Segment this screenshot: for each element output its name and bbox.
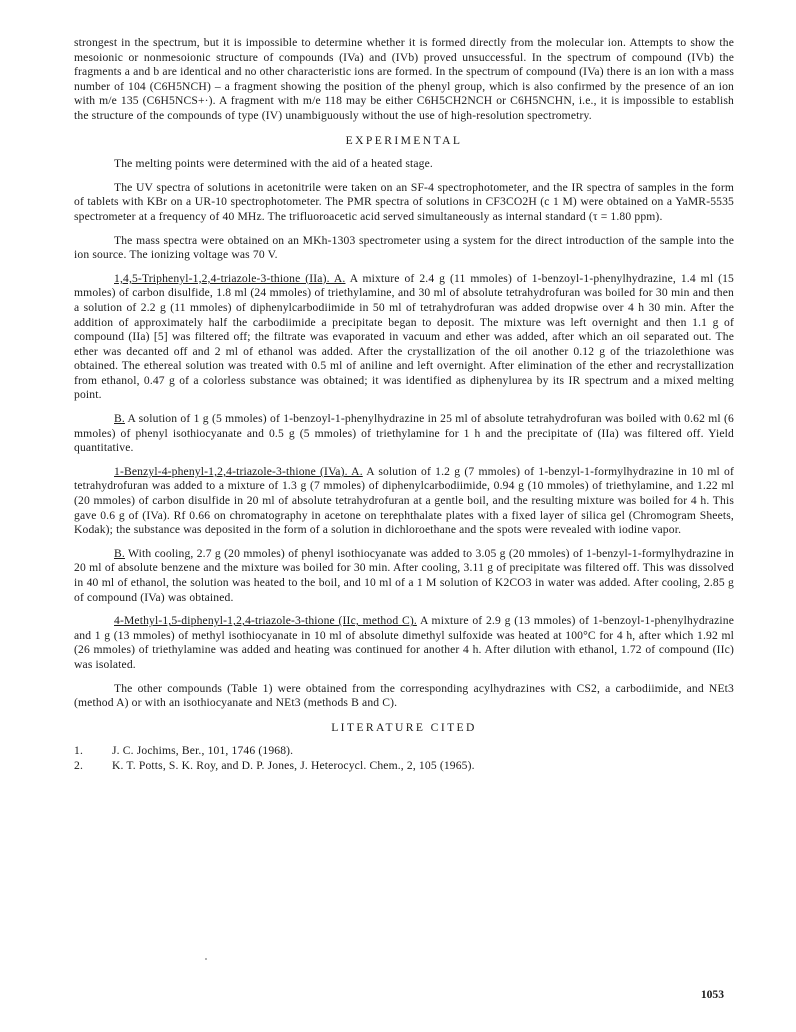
reference-list <box>74 744 734 773</box>
paragraph-compound-IIc <box>74 614 734 672</box>
paragraph-compound-IVa-method-a <box>74 465 734 538</box>
reference-item <box>74 744 734 759</box>
procedure-text: A mixture of 2.4 g (11 mmoles) of 1-benzoyl-1-phenylhydrazine, 1.4 ml (15 mmoles) of carbon disulfide, 1.8 ml (24 mmoles) of triethylamine, and 30 ml of absolute tetrahydrofuran was boiled for 30 min and then a solution of 2.2 g (11 mmoles) of diphenylcarbodiimide in 50 ml of tetrahydrofuran was added dropwise over 4 h 30 min. After the addition of approximately half the carbodiimide a precipitate began to deposit. The mixture was left overnight and then 1.1 g of compound (IIa) [5] was filtered off; the filtrate was evaporated in vacuum and ether was added, after which an oil separated out. The ether was decanted off and 2 ml of ethanol was added. After the crystallization of the oil another 0.12 g of the triazolethione was obtained. The ethereal solution was treated with 0.5 ml of aniline and left overnight. After elimination of the ether and recrystallization from ethanol, 0.47 g of a colorless substance was obtained; it was identified as diphenylurea by its IR spectrum and a mixed melting point. <box>74 271 734 402</box>
procedure-text: A solution of 1.2 g (7 mmoles) of 1-benzyl-1-formylhydrazine in 10 ml of tetrahydrofuran was added to a mixture of 1.3 g (7 mmoles) of diphenylcarbodiimide, 0.94 g (10 mmoles) of triethylamine, and 1.22 ml (20 mmoles) of carbon disulfide in 20 ml of absolute tetrahydrofuran at a gentle boil, and the resulting mixture was boiled for 4 h. This gave 0.6 g of (IVa). Rf 0.66 on chromatography in acetone on terephthalate plates with a fixed layer of silica gel (Chromogram Sheets, Kodak); the substance was deposited in the form of a solution in dichloroethane and the spots were revealed with iodine vapor. <box>74 464 734 537</box>
paragraph-compound-IIa-method-b <box>74 412 734 456</box>
reference-number: 2. <box>74 758 83 772</box>
paragraph-mass-spectra-conditions: The mass spectra were obtained on an MKh-1303 spectrometer using a system for the direct introduction of the sample into the ion source. The ionizing voltage was 70 V. <box>74 233 734 262</box>
scan-speck <box>205 958 207 960</box>
paragraph-melting-points: The melting points were determined with the aid of a heated stage. <box>114 157 433 171</box>
heading-experimental: EXPERIMENTAL <box>345 133 463 147</box>
reference-number: 1. <box>74 744 83 758</box>
paragraph-spectra-conditions: The UV spectra of solutions in acetonitrile were taken on an SF-4 spectrophotometer, and the IR spectra of samples in the form of tablets with KBr on a UR-10 spectrophotometer. The PMR spectra of solutions in CF3CO2H (c 1 M) were obtained on a YaMR-5535 spectrometer at a frequency of 40 MHz. The trifluoroacetic acid served simultaneously as internal standard (τ = 1.80 ppm). <box>74 180 734 223</box>
compound-title-IVa: 1-Benzyl-4-phenyl-1,2,4-triazole-3-thione (IVa). A. <box>114 464 363 478</box>
reference-text: J. C. Jochims, Ber., 101, 1746 (1968). <box>112 744 294 758</box>
paragraph-other-compounds: The other compounds (Table 1) were obtained from the corresponding acylhydrazines with CS2, a carbodiimide, and NEt3 (method A) or with an isothiocyanate and NEt3 (methods B and C). <box>74 681 734 710</box>
paragraph-compound-IIa-method-a <box>74 272 734 403</box>
reference-text: K. T. Potts, S. K. Roy, and D. P. Jones, J. Heterocycl. Chem., 2, 105 (1965). <box>112 758 475 772</box>
method-label-b: B. <box>114 546 125 560</box>
procedure-text: A mixture of 2.9 g (13 mmoles) of 1-benzoyl-1-phenylhydrazine and 1 g (13 mmoles) of methyl isothiocyanate in 10 ml of absolute dimethyl sulfoxide was heated at 100°C for 4 h, after which 1.92 ml (26 mmoles) of triethylamine was added and heating was continued for another 4 h. After dilution with ethanol, 1.72 of compound (IIc) was isolated. <box>74 614 734 671</box>
paragraph-mass-spectra-discussion: strongest in the spectrum, but it is impossible to determine whether it is formed directly from the molecular ion. Attempts to show the mesoionic or nonmesoionic structure of compounds (IVa) and (IVb) proved unsuccessful. In the spectrum of compound (IVb) the fragments a and b are identical and no other characteristic ions are formed. In the spectrum of compound (IVa) there is an ion with a mass number of 104 (C6H5NCH) – a fragment showing the position of the phenyl group, which is also confirmed by the presence of an ion with m/e 135 (C6H5NCS+·). A fragment with m/e 118 may be either C6H5CH2NCH or C6H5NCHN, i.e., it is impossible to establish the structure of the compounds of type (IV) unambiguously without the use of high-resolution spectrometry. <box>74 36 734 122</box>
paragraph-compound-IVa-method-b <box>74 547 734 605</box>
page-number: 1053 <box>700 988 724 1001</box>
method-label-b: B. <box>114 412 125 426</box>
procedure-text: A solution of 1 g (5 mmoles) of 1-benzoyl-1-phenylhydrazine in 25 ml of absolute tetrahydrofuran was boiled with 0.62 ml (6 mmoles) of phenyl isothiocyanate and 0.5 g (5 mmoles) of triethylamine for 1 h and the precipitate of (IIa) was filtered off. Yield quantitative. <box>74 412 734 455</box>
page-body <box>74 36 734 774</box>
compound-title-IIc: 4-Methyl-1,5-diphenyl-1,2,4-triazole-3-thione (IIc, method C). <box>114 614 417 628</box>
compound-title-IIa: 1,4,5-Triphenyl-1,2,4-triazole-3-thione (IIa). A. <box>114 271 346 285</box>
procedure-text: With cooling, 2.7 g (20 mmoles) of phenyl isothiocyanate was added to 3.05 g (20 mmoles) of 1-benzyl-1-formylhydrazine in 20 ml of absolute benzene and the mixture was boiled for 30 min. After cooling, 3.11 g of precipitate was filtered off. This was dissolved in 40 ml of ethanol, the solution was heated to the boil, and 10 ml of a 1 M solution of K2CO3 in water was added. After cooling, 2.85 g of compound (IVa) was obtained. <box>74 546 734 604</box>
heading-literature-cited: LITERATURE CITED <box>331 720 477 734</box>
reference-item <box>74 759 734 774</box>
